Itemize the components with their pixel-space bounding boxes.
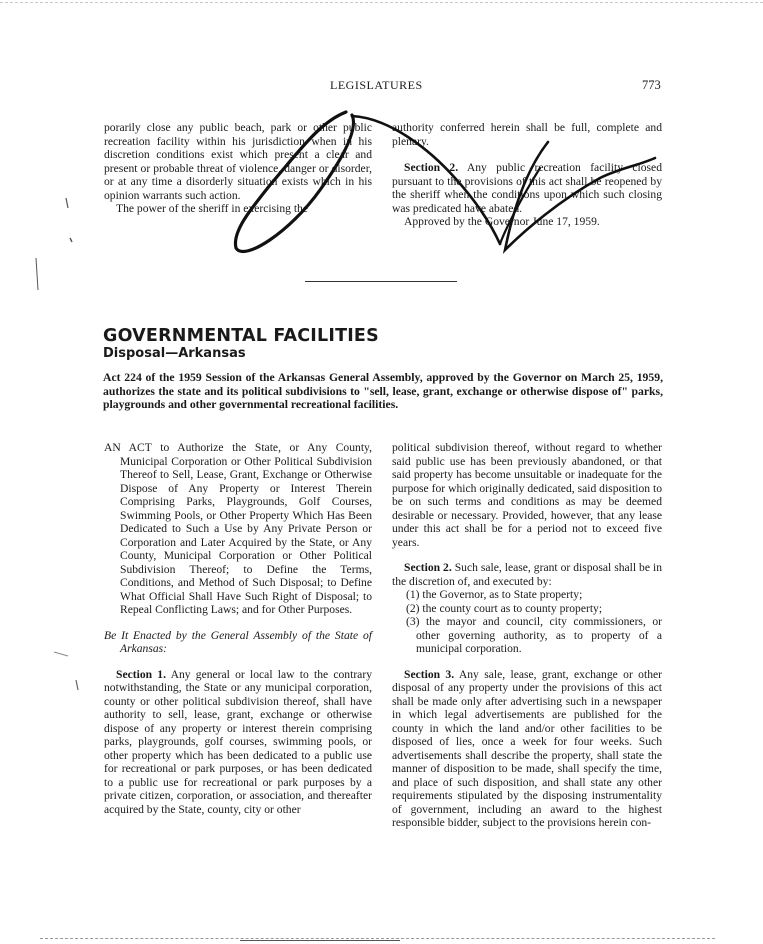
- section-paragraph: [392, 561, 662, 588]
- section-label: Section 2.: [404, 161, 459, 174]
- act-summary: Act 224 of the 1959 Session of the Arkansas General Assembly, approved by the Governor on March 25, 1959, authorizes the state and its political subdivisions to "sell, lease, grant, exchange or otherwise dispose of" parks, playgrounds and other governmental recreational facilities.: [103, 371, 663, 411]
- section-label: Section 3.: [404, 667, 455, 681]
- list-item: (1) the Governor, as to State property;: [406, 588, 583, 601]
- list-item: (2) the county court as to county property;: [406, 601, 603, 615]
- paragraph: The power of the sheriff in exercising the: [116, 202, 308, 215]
- section-paragraph: [392, 161, 662, 215]
- section-text: Such sale, lease, grant or disposal shall be in the discretion of, and executed by:: [392, 561, 662, 588]
- paragraph: authority conferred herein shall be full, complete and plenary.: [392, 121, 662, 148]
- section-subheading: Disposal—Arkansas: [103, 346, 246, 361]
- section-heading: GOVERNMENTAL FACILITIES: [103, 326, 379, 346]
- list-item: (3) the mayor and council, city commissioners, or other governing authority, as to property of a municipal corporation.: [406, 615, 662, 655]
- running-head: LEGISLATURES: [330, 78, 423, 92]
- enacting-clause: Be It Enacted by the General Assembly of the State of Arkansas:: [104, 628, 372, 655]
- bottom-right-column: [392, 441, 662, 830]
- separator-rule: [305, 281, 457, 282]
- section-paragraph: [104, 668, 372, 817]
- top-right-column: [392, 121, 662, 229]
- section-paragraph: [392, 668, 662, 830]
- top-left-column: [104, 121, 372, 216]
- act-title: AN ACT to Authorize the State, or Any County, Municipal Corporation or Other Political Subdivision Thereof to Sell, Lease, Grant, Exchange or Otherwise Dispose of Any Property or Interest Therein Comprising Parks, Playgrounds, Golf Courses, Swimming Pools, or Other Property Which Has Been Dedicated to Such a Use by Any Private Person or Corporation and Later Acquired by the State, or Any County, Municipal Corporation or Other Political Subdivision Thereof; to Define the Terms, Conditions, and Method of Such Disposal; to Define What Official Shall Have Such Right of Disposal; to Repeal Conflicting Laws; and for Other Purposes.: [104, 441, 372, 616]
- scan-edge-dashes: [0, 2, 763, 3]
- paragraph: porarily close any public beach, park or other public recreation facility within his jurisdiction when in his discretion conditions exist which present a clear and present or probable threat of violence, danger or disorder, or at any time a disorderly situation exists which in his opinion warrants such action.: [104, 121, 372, 202]
- approval-line: Approved by the Governor June 17, 1959.: [404, 215, 600, 228]
- scan-edge-dashes: [40, 938, 715, 939]
- paragraph: political subdivision thereof, without regard to whether said public use has been previously abandoned, or that said property has become unsuitable or inadequate for the purpose for which originally dedicated, said disposition to be on such terms and conditions as may be deemed desirable or necessary. Provided, however, that any lease under this act shall be for a period not to exceed five years.: [392, 441, 662, 549]
- page-number: 773: [642, 78, 661, 92]
- section-text: Any general or local law to the contrary notwithstanding, the State or any municipal corporation, county or other political subdivision thereof, shall have authority to sell, lease, grant, exchange or otherwise dispose of any property or interest therein comprising parks, playgrounds, golf courses, swimming pools, or other property which has been dedicated to a public use for recreational or park purposes, or has been dedicated to a public use for recreational or park purposes by a private citizen, corporation, or association, and thereafter acquired by the State, county, city or other: [104, 667, 372, 816]
- scan-edge-rule: [240, 940, 400, 941]
- section-text: Any sale, lease, grant, exchange or other disposal of any property under the provisions of this act shall be made only after advertising such in a newspaper in which legal advertisements are published for the county in which the land and/or other facilities to be disposed of lies, once a week for four weeks. Such advertisements shall describe the property, shall state the manner of disposition to be made, shall specify the time, and place of such disposition, and shall state any other requirements stipulated by the disposing instrumentality of government, including an award to the highest responsible bidder, subject to the provisions herein con-: [392, 667, 662, 829]
- section-label: Section 2.: [404, 561, 452, 574]
- section-text: Any public recreation facility closed pursuant to the provisions of this act shall be reopened by the sheriff when the conditions upon which such closing was predicated have abated.: [392, 161, 662, 215]
- bottom-left-column: [104, 441, 372, 816]
- section-label: Section 1.: [116, 667, 166, 681]
